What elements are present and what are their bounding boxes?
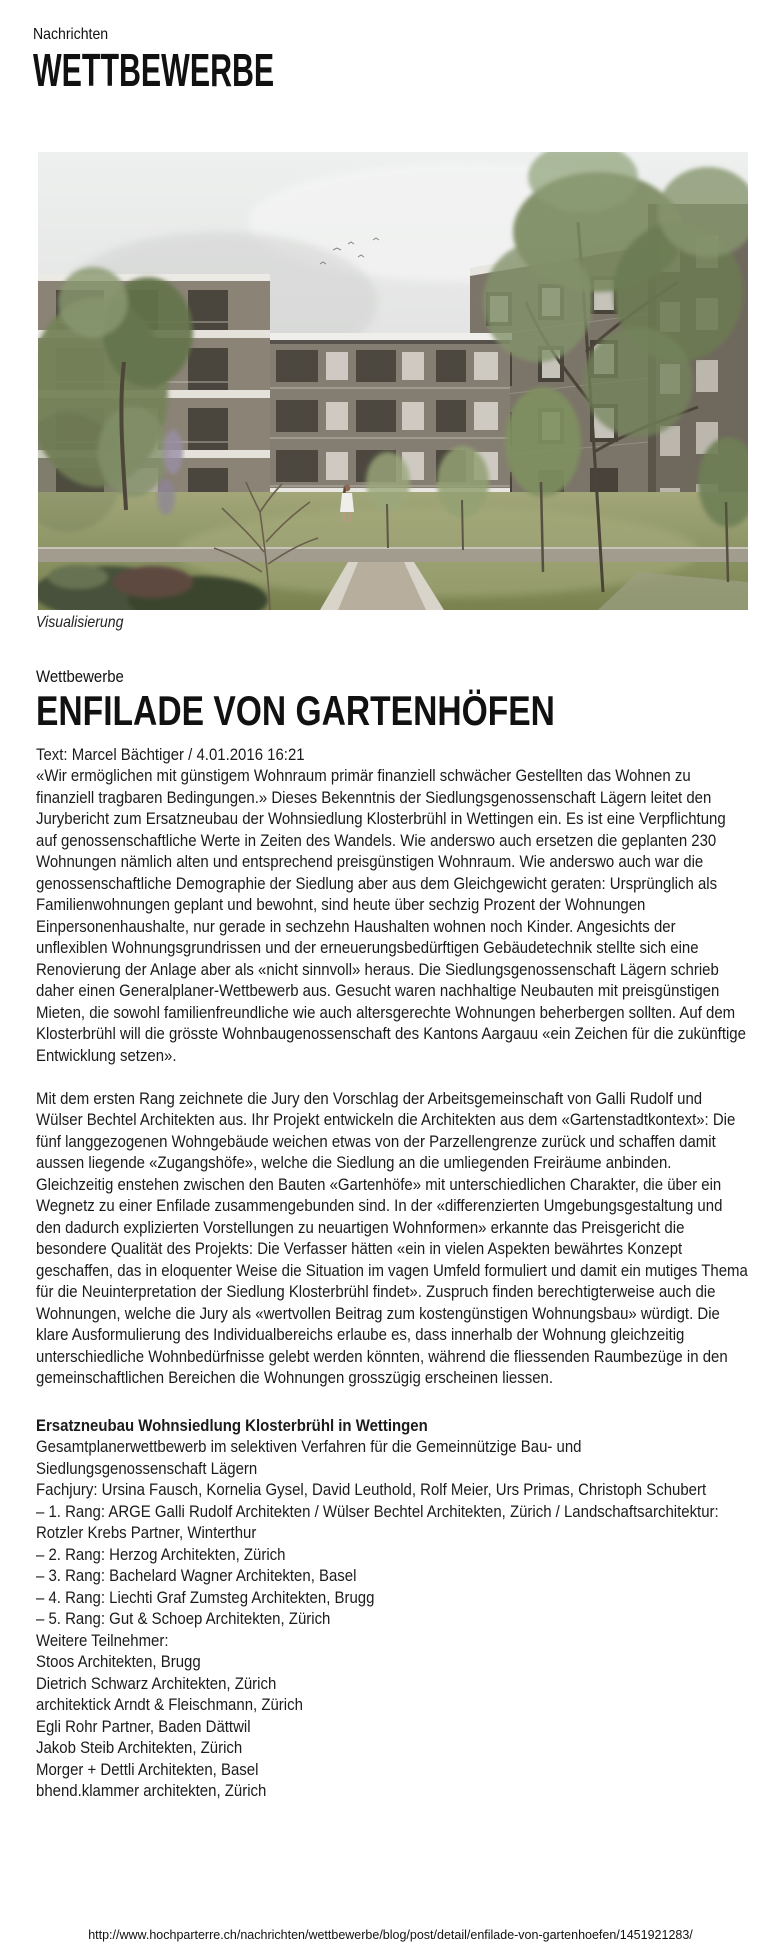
- image-caption: Visualisierung: [36, 614, 124, 631]
- info-line: Dietrich Schwarz Architekten, Zürich: [36, 1673, 277, 1693]
- info-line: bhend.klammer architekten, Zürich: [36, 1781, 267, 1801]
- source-url: http://www.hochparterre.ch/nachrichten/wettbewerbe/blog/post/detail/enfilade-von-gartenhoefen/1451921283/: [88, 1928, 693, 1942]
- competition-info-heading: Ersatzneubau Wohnsiedlung Klosterbrühl in Wettingen: [36, 1415, 428, 1435]
- info-line: Jakob Steib Architekten, Zürich: [36, 1738, 243, 1758]
- article-byline: Text: Marcel Bächtiger / 4.01.2016 16:21: [36, 744, 305, 764]
- info-line-rank-2: – 2. Rang: Herzog Architekten, Zürich: [36, 1544, 286, 1564]
- article-body: [36, 765, 750, 1389]
- info-line-rank-5: – 5. Rang: Gut & Schoep Architekten, Zürich: [36, 1609, 331, 1629]
- info-line: Stoos Architekten, Brugg: [36, 1652, 201, 1672]
- visualization-illustration: [38, 152, 748, 610]
- info-line-rank-4: – 4. Rang: Liechti Graf Zumsteg Architekten, Brugg: [36, 1587, 375, 1607]
- section-title: WETTBEWERBE: [33, 44, 275, 96]
- paragraph: Mit dem ersten Rang zeichnete die Jury den Vorschlag der Arbeitsgemeinschaft von Galli Rudolf und Wülser Bechtel Architekten aus. Ihr Projekt entwickeln die Architekten aus dem «Gartenstadtkontext»: Die fünf langgezogenen Wohngebäude weichen etwas von der Parzellengrenze zurück und schaffen damit aussen liegende «Zugangshöfe», welche die Siedlung an die umliegenden Freiräume anbinden. Gleichzeitig enstehen zwischen den Bauten «Gartenhöfe» mit unterschiedlichen Charakter, die über ein Wegnetz zu einer Enfilade zusammengebunden sind. In der «differenzierten Umgebungsgestaltung und den dadurch explizierten Vorstellungen zu neuartigen Wohnformen» erkannte das Preisgericht die besondere Qualität des Projekts: Die Verfasser hätten «ein in vielen Aspekten bewährtes Konzept geschaffen, das in eloquenter Weise die Situation im vagen Umfeld formuliert und damit ein mutiges Thema für die Neuinterpretation der Siedlung Klosterbrühl findet». Zuspruch finden berechtigterweise auch die Wohnungen, welche die Jury als «wertvollen Beitrag zum kostengünstigen Wohnungsbau» würdigt. Die klare Ausformulierung des Individualbereichs erlaube es, dass innerhalb der Wohnung gleichzeitig unterschiedliche Wohnbedürfnisse gelebt werden könnten, während die fliessenden Raumbezüge in den gemeinschaftlichen Bereichen die Wohnungen grosszügig erscheinen liessen.: [36, 1088, 748, 1388]
- article: [36, 666, 751, 1802]
- info-line: architektick Arndt & Fleischmann, Zürich: [36, 1695, 303, 1715]
- info-line: Morger + Dettli Architekten, Basel: [36, 1759, 259, 1779]
- section-label: Nachrichten: [33, 26, 109, 43]
- info-line: Fachjury: Ursina Fausch, Kornelia Gysel, David Leuthold, Rolf Meier, Urs Primas, Christoph Schubert: [36, 1480, 707, 1500]
- article-category: Wettbewerbe: [36, 667, 124, 686]
- competition-info: [36, 1415, 750, 1802]
- info-line: Weitere Teilnehmer:: [36, 1630, 169, 1650]
- article-hero-image: [38, 152, 748, 610]
- info-line-rank-3: – 3. Rang: Bachelard Wagner Architekten, Basel: [36, 1566, 357, 1586]
- info-line-rank-1: – 1. Rang: ARGE Galli Rudolf Architekten / Wülser Bechtel Architekten, Zürich / Landschaftsarchitektur: Rotzler Krebs Partner, Winterthur: [36, 1501, 719, 1543]
- article-title: ENFILADE VON GARTENHÖFEN: [36, 687, 555, 734]
- info-line: Egli Rohr Partner, Baden Dättwil: [36, 1716, 251, 1736]
- paragraph: «Wir ermöglichen mit günstigem Wohnraum primär finanziell schwächer Gestellten das Wohnen zu finanziell tragbaren Bedingungen.» Dieses Bekenntnis der Siedlungsgenossenschaft Lägern leitet den Jurybericht zum Ersatzneubau der Wohnsiedlung Klosterbrühl in Wettingen ein. Es ist eine Verpflichtung auf genossenschaftliche Werte in Zeiten des Wandels. Wie anderswo auch ersetzen die geplanten 230 Wohnungen nämlich alten und entsprechend preisgünstigen Wohnraum. Wie anderswo auch war die genossenschaftliche Demographie der Siedlung aber aus dem Gleichgewicht geraten: Ursprünglich als Familienwohnungen geplant und bewohnt, sind heute über sechzig Prozent der Wohnungen Einpersonenhaushalte, nur gerade in sechzehn Haushalten wohnen noch Kinder. Angesichts der unflexiblen Wohnungsgrundrissen und der erneuerungsbedürftigen Gebäudetechnik stellte sich eine Renovierung der Anlage aber als «nicht sinnvoll» heraus. Die Siedlungsgenossenschaft Lägern schrieb daher einen Generalplaner-Wettbewerb aus. Gesucht waren nachhaltige Neubauten mit preisgünstigen Mieten, die sowohl familienfreundliche wie auch altersgerechte Wohnungen beherbergen sollten. Auf dem Klosterbrühl will die grösste Wohnbaugenossenschaft des Kantons Aargauu «ein Zeichen für die zukünftige Entwicklung setzen».: [36, 766, 746, 1065]
- info-line: Gesamtplanerwettbewerb im selektiven Verfahren für die Gemeinnützige Bau- und Siedlungsgenossenschaft Lägern: [36, 1437, 582, 1478]
